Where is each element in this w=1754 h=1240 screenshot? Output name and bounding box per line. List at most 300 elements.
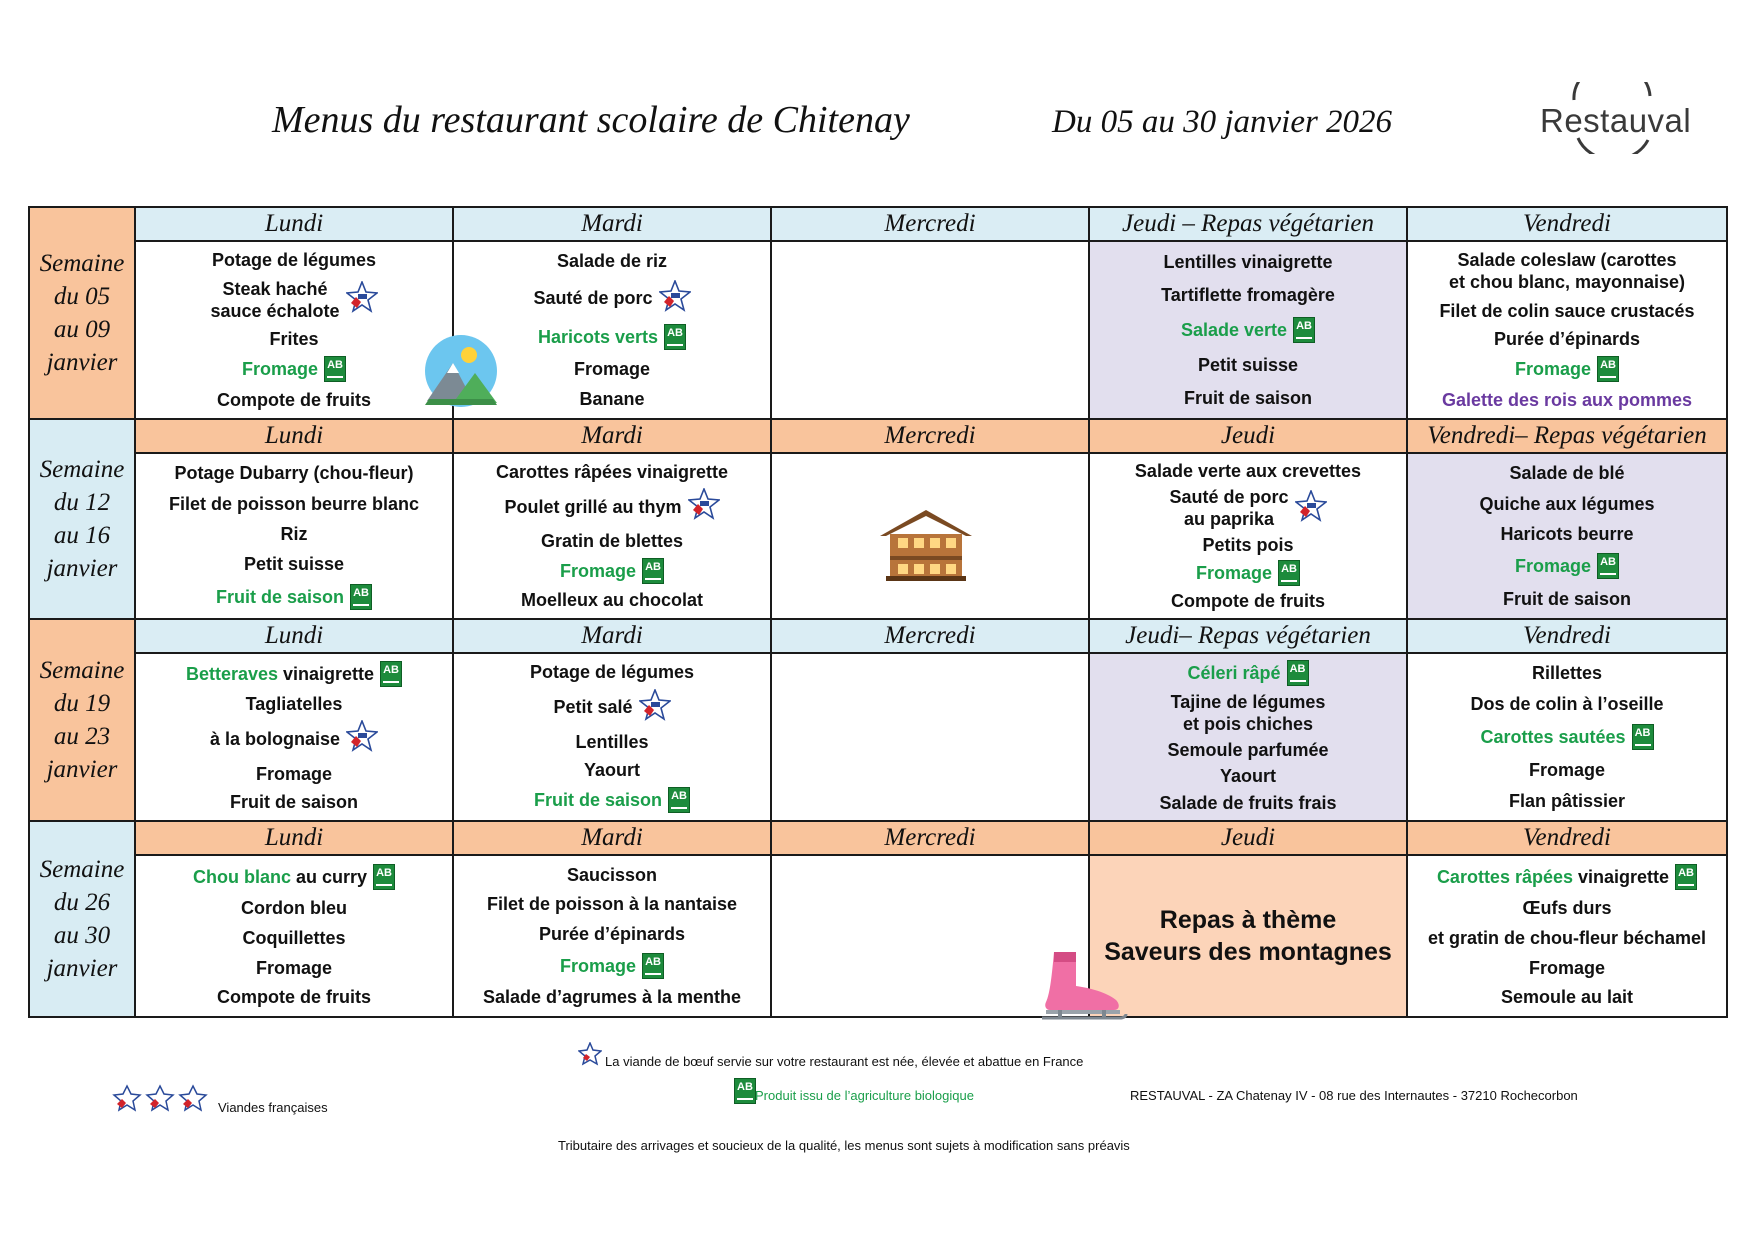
menu-item-label: [1480, 726, 1625, 748]
menu-item-text: Compote de fruits: [216, 987, 371, 1008]
viande-francaise-icon: [659, 280, 691, 317]
menu-item-label: [217, 389, 371, 411]
menu-item-text: Fromage: [255, 957, 333, 978]
menu-item-text: Fromage: [1514, 359, 1592, 380]
day-header: Jeudi: [1089, 419, 1407, 453]
week-header-row: [29, 821, 1727, 855]
day-header: Vendredi: [1407, 821, 1727, 855]
menu-item: [1184, 387, 1312, 409]
menu-table: [28, 206, 1728, 1018]
menu-item-label: [1515, 555, 1591, 577]
menu-item: [567, 864, 657, 886]
week-label-line: Semaine: [39, 250, 125, 277]
menu-item-label: [174, 462, 413, 484]
menu-item-label: [496, 461, 728, 483]
menu-item-text: Flan pâtissier: [1508, 790, 1626, 811]
menu-item: [496, 461, 728, 483]
menu-item-label: [579, 388, 644, 410]
menu-item-label: [210, 278, 339, 322]
day-menu-cell: [771, 241, 1089, 419]
day-header: Lundi: [135, 619, 453, 653]
menu-item: [534, 787, 690, 813]
menu-item: [1169, 486, 1326, 530]
menu-item-text: Fruit de saison: [215, 586, 345, 607]
menu-items: [136, 856, 452, 1016]
menu-item-text: Gratin de blettes: [540, 531, 684, 552]
day-header: Lundi: [135, 821, 453, 855]
week-menu-row: [29, 855, 1727, 1017]
chalet-icon: [878, 506, 974, 582]
menu-items: [454, 454, 770, 618]
day-header: Mardi: [453, 619, 771, 653]
menu-item-text: Filet de poisson à la nantaise: [486, 894, 738, 915]
menu-item: [210, 278, 377, 322]
menu-item-label: [1470, 693, 1663, 715]
menu-item-label: [1515, 358, 1591, 380]
menu-item-text: Purée d’épinards: [1493, 328, 1641, 349]
menu-item: [1187, 660, 1308, 686]
menu-item-text: Fromage: [1528, 957, 1606, 978]
menu-item: [487, 893, 737, 915]
menu-item-text: Petits pois: [1202, 535, 1294, 555]
menu-item-text: Fromage: [573, 359, 651, 380]
menu-item: [242, 927, 345, 949]
menu-item-label: [1220, 765, 1276, 787]
menu-item-text: Haricots beurre: [1500, 523, 1634, 544]
viande-francaise-icon: [639, 689, 671, 726]
menu-item-text: Dos de colin à l’oseille: [1470, 694, 1664, 715]
menu-item-label: [210, 728, 340, 750]
menu-items: [136, 654, 452, 820]
day-header: Mercredi: [771, 619, 1089, 653]
viande-francaise-icon: [688, 488, 720, 525]
menu-item-label: [216, 586, 344, 608]
ice-skate-icon: [1036, 948, 1128, 1024]
theme-meal: Repas à thème Saveurs des montagnes: [1104, 906, 1392, 966]
menu-item-label: [186, 663, 374, 685]
menu-item: [1159, 792, 1336, 814]
menu-item-text: Salade de fruits frais: [1159, 792, 1337, 813]
week-label-line: du 19: [53, 690, 111, 717]
menu-item-text: à la bolognaise: [209, 728, 341, 749]
beef-origin-note: La viande de bœuf servie sur votre restaurant est née, élevée et abattue en France: [605, 1054, 1084, 1069]
week-label-line: au 16: [53, 522, 111, 549]
menu-item: [1161, 284, 1335, 306]
logo-text: Restauval: [1540, 102, 1692, 139]
week-label: [29, 207, 135, 419]
menu-item-text: Fromage: [1514, 556, 1592, 577]
week-label-line: janvier: [46, 349, 118, 376]
menu-item: [1181, 317, 1315, 343]
menu-item: [1470, 693, 1663, 715]
ab-bio-icon: AB: [1675, 864, 1697, 890]
menu-item-text: Saucisson: [566, 864, 658, 885]
menu-item-text: Potage Dubarry (chou-fleur): [174, 463, 414, 484]
menu-item-label: [1509, 790, 1625, 812]
menu-item-label: [560, 560, 636, 582]
week-label-line: du 05: [53, 283, 111, 310]
menu-item-text: Banane: [579, 389, 645, 410]
week-label-line: Semaine: [39, 657, 125, 684]
week-label-line: janvier: [46, 555, 118, 582]
menu-item-text-rest: au curry: [290, 866, 368, 887]
menu-item: [217, 986, 371, 1008]
menu-item: [244, 553, 344, 575]
menu-item-label: [1529, 957, 1605, 979]
day-header: Mardi: [453, 207, 771, 241]
menu-item-label: [1135, 460, 1361, 482]
menu-item-label: [557, 250, 667, 272]
ab-bio-icon: AB: [642, 953, 664, 979]
day-header: Mercredi: [771, 207, 1089, 241]
menu-item: [1529, 759, 1605, 781]
disclaimer: Tributaire des arrivages et soucieux de la qualité, les menus sont sujets à modification sans préavis: [558, 1138, 1130, 1153]
restauval-logo: [1538, 82, 1692, 154]
menu-item-text: Fruit de saison: [1183, 387, 1313, 408]
menu-item-label: [1184, 387, 1312, 409]
menu-item-label: [1479, 493, 1654, 515]
menu-item-label: [1171, 691, 1326, 735]
menu-item: [269, 328, 318, 350]
menu-item-text: Frites: [269, 328, 319, 349]
menu-item-label: [169, 493, 419, 515]
day-menu-cell: [1407, 453, 1727, 619]
menu-item: [210, 720, 378, 757]
menu-item-text: Fruit de saison: [229, 792, 359, 813]
menu-item-text: Compote de fruits: [1170, 591, 1325, 611]
menu-item-text: Semoule au lait: [1500, 987, 1634, 1008]
menu-item-label: [1198, 354, 1298, 376]
menu-item: [1171, 590, 1325, 612]
week-label-line: du 26: [53, 889, 111, 916]
menu-item: [553, 689, 670, 726]
menu-item-label: [1500, 523, 1633, 545]
menu-item: [193, 864, 395, 890]
day-menu-cell: [1089, 855, 1407, 1017]
menu-item: [538, 324, 686, 350]
menu-items: [1408, 242, 1726, 418]
menu-item-text: Carottes râpées: [1436, 866, 1574, 887]
menu-item: [212, 249, 376, 271]
menu-item-label: [504, 496, 681, 518]
menu-item: [186, 661, 402, 687]
menu-item-text: Cordon bleu: [241, 898, 347, 919]
day-menu-cell: [1407, 653, 1727, 821]
menu-item: [557, 250, 667, 272]
viande-bovine-francaise-icon: [578, 1042, 602, 1066]
day-menu-cell: [1089, 241, 1407, 419]
menu-item-label: [1187, 662, 1280, 684]
day-menu-cell: [771, 653, 1089, 821]
menu-item-text: Sauté de porc au paprika: [1169, 487, 1289, 529]
menu-item: [579, 388, 644, 410]
menu-item-label: [538, 326, 658, 348]
menu-item-text: Purée d’épinards: [538, 923, 686, 944]
menu-item-text: Lentilles vinaigrette: [1163, 252, 1333, 273]
menu-item-label: [483, 986, 741, 1008]
menu-item-text: Chou blanc: [192, 866, 291, 887]
menu-item-text: Filet de colin sauce crustacés: [1439, 300, 1695, 321]
menu-item-text: Semoule parfumée: [1167, 739, 1329, 760]
menu-item-label: [1202, 534, 1293, 556]
day-header: Vendredi– Repas végétarien: [1407, 419, 1727, 453]
ab-bio-icon: AB: [1287, 660, 1309, 686]
menu-item-text: Poulet grillé au thym: [504, 496, 682, 517]
menu-item-label: [217, 986, 371, 1008]
day-header: Jeudi– Repas végétarien: [1089, 619, 1407, 653]
date-range: Du 05 au 30 janvier 2026: [1052, 104, 1393, 140]
week-label: [29, 619, 135, 821]
menu-item: [1449, 249, 1685, 293]
menu-item-text: Rillettes: [1531, 663, 1603, 684]
week-label-line: du 12: [53, 489, 111, 516]
menu-item: [533, 280, 690, 317]
menu-item: [1494, 328, 1640, 350]
menu-item-label: [1509, 462, 1624, 484]
menu-item: [1522, 897, 1611, 919]
ab-bio-icon: AB: [373, 864, 395, 890]
menu-item: [217, 389, 371, 411]
ab-bio-icon: AB: [642, 558, 664, 584]
menu-item: [1532, 662, 1602, 684]
week-header-row: [29, 419, 1727, 453]
menu-item-label: [246, 693, 343, 715]
viande-francaise-icon: [346, 720, 378, 757]
menu-items: [1090, 654, 1406, 820]
day-header: Mardi: [453, 821, 771, 855]
menu-item: [1428, 927, 1706, 949]
menu-item: [1501, 986, 1633, 1008]
menu-item-label: [241, 897, 347, 919]
menu-item-text: Fromage: [1195, 563, 1273, 583]
week-label: [29, 419, 135, 619]
menu-items: [454, 856, 770, 1016]
menu-items: [454, 654, 770, 820]
menu-item-text: Riz: [280, 523, 308, 544]
day-menu-cell: [1089, 653, 1407, 821]
mountain-sun-icon: [423, 333, 499, 409]
menu-item: [1171, 691, 1326, 735]
menu-item-label: [193, 866, 367, 888]
day-menu-cell: [1407, 241, 1727, 419]
menu-item-label: [242, 358, 318, 380]
menu-items: [136, 242, 452, 418]
menu-item-label: [1532, 662, 1602, 684]
menu-item-text: Quiche aux légumes: [1479, 493, 1655, 514]
menu-item-text: Tartiflette fromagère: [1161, 285, 1335, 306]
week-label: [29, 821, 135, 1017]
menu-item-label: [567, 864, 657, 886]
menu-item-text: Steak haché sauce échalote: [210, 278, 340, 321]
menu-item: [539, 923, 685, 945]
menu-item: [1163, 251, 1332, 273]
menu-item-label: [1529, 759, 1605, 781]
menu-item-text: Potage de légumes: [529, 661, 695, 682]
menu-item-label: [533, 287, 652, 309]
menu-item-text: Fruit de saison: [533, 790, 663, 811]
menu-item-label: [1442, 389, 1692, 411]
menu-item-label: [281, 523, 308, 545]
ab-bio-icon: AB: [1278, 560, 1300, 586]
day-header: Vendredi: [1407, 619, 1727, 653]
viande-francaise-icon: [1295, 490, 1327, 527]
menu-item-label: [1196, 562, 1272, 584]
menu-item-label: [560, 955, 636, 977]
menu-item-label: [230, 791, 358, 813]
menu-item: [241, 897, 347, 919]
menu-item-text: Salade verte: [1180, 319, 1288, 340]
menu-item-text: Fruit de saison: [1502, 588, 1632, 609]
menu-item-text: Carottes sautées: [1480, 726, 1626, 747]
menu-item-label: [1522, 897, 1611, 919]
day-header: Vendredi: [1407, 207, 1727, 241]
menu-item-text: Tagliatelles: [245, 693, 343, 714]
menu-item: [504, 488, 719, 525]
ab-bio-icon: AB: [1632, 724, 1654, 750]
ab-bio-icon: AB: [664, 324, 686, 350]
menu-item-text: Petit suisse: [1197, 354, 1299, 375]
menu-item: [521, 589, 703, 611]
menu-item-text: Fromage: [1528, 759, 1606, 780]
menu-item: [174, 462, 413, 484]
week-label-line: Semaine: [39, 856, 125, 883]
menu-item-text: Yaourt: [1219, 766, 1276, 787]
menu-item-label: [269, 328, 318, 350]
menu-item: [1529, 957, 1605, 979]
menu-item-text: Haricots verts: [537, 327, 659, 348]
menu-item: [1515, 356, 1619, 382]
menu-item-label: [1171, 590, 1325, 612]
menu-items: [136, 454, 452, 618]
ab-bio-icon: AB: [734, 1078, 756, 1104]
day-menu-cell: [453, 453, 771, 619]
menu-item: [1515, 553, 1619, 579]
day-header: Mercredi: [771, 419, 1089, 453]
menu-item-label: [1439, 300, 1694, 322]
ab-bio-icon: AB: [1293, 317, 1315, 343]
menu-item-text: Tajine de légumes et pois chiches: [1170, 691, 1326, 734]
menu-item-label: [530, 661, 694, 683]
menu-item-label: [1437, 866, 1669, 888]
menu-item-label: [1501, 986, 1633, 1008]
menu-item: [1220, 765, 1276, 787]
menu-item-text: Œufs durs: [1522, 898, 1612, 919]
menu-item-text: Coquillettes: [242, 927, 346, 948]
menu-item-label: [574, 358, 650, 380]
week-label-line: Semaine: [39, 456, 125, 483]
menu-item: [1202, 534, 1293, 556]
menu-item: [1479, 493, 1654, 515]
menu-item: [256, 957, 332, 979]
day-header: Mardi: [453, 419, 771, 453]
menu-item-text: Fromage: [559, 955, 637, 976]
menu-item-label: [1161, 284, 1335, 306]
menu-items: [1408, 856, 1726, 1016]
day-menu-cell: [135, 653, 453, 821]
day-menu-cell: [453, 653, 771, 821]
day-header: Lundi: [135, 207, 453, 241]
menu-item-text: Fromage: [241, 359, 319, 380]
menu-item-text: Céleri râpé: [1187, 663, 1281, 684]
menu-item-text: Yaourt: [583, 760, 640, 781]
day-header: Lundi: [135, 419, 453, 453]
menu-item-label: [541, 530, 683, 552]
page-title: Menus du restaurant scolaire de Chitenay: [272, 99, 910, 141]
menu-item-label: [534, 789, 662, 811]
ab-bio-icon: AB: [1597, 356, 1619, 382]
viande-francaise-icon: [346, 281, 378, 318]
menu-item: [169, 493, 419, 515]
menu-item-text: Salade de blé: [1509, 463, 1625, 484]
menu-item: [246, 693, 343, 715]
menu-item-text: Betteraves: [185, 663, 279, 684]
company-address: RESTAUVAL - ZA Chatenay IV - 08 rue des Internautes - 37210 Rochecorbon: [1130, 1088, 1578, 1103]
menu-item-label: [1503, 588, 1631, 610]
menu-item-text: Sauté de porc: [533, 288, 653, 309]
menu-item: [1167, 739, 1328, 761]
day-menu-cell: [135, 241, 453, 419]
menu-item: [574, 358, 650, 380]
menu-item: [1439, 300, 1694, 322]
organic-note: Produit issu de l’agriculture biologique: [755, 1088, 974, 1103]
menu-item-label: [1494, 328, 1640, 350]
menu-item-label: [212, 249, 376, 271]
week-header-row: [29, 207, 1727, 241]
menu-item-text: Petit suisse: [243, 554, 345, 575]
menu-item: [1480, 724, 1653, 750]
menu-item: [541, 530, 683, 552]
week-menu-row: [29, 241, 1727, 419]
menu-item: [1135, 460, 1361, 482]
ab-bio-icon: AB: [350, 584, 372, 610]
menu-item-text: Compote de fruits: [216, 389, 371, 410]
menu-item-text: Salade de riz: [556, 250, 668, 271]
menu-item: [483, 986, 741, 1008]
menu-item: [242, 356, 346, 382]
menu-item-text-rest: vinaigrette: [1573, 866, 1670, 887]
menu-item-text: Salade verte aux crevettes: [1134, 461, 1362, 481]
menu-item-label: [256, 763, 332, 785]
menu-item-label: [244, 553, 344, 575]
menu-item-text: Filet de poisson beurre blanc: [168, 493, 420, 514]
menu-items: [1408, 454, 1726, 618]
menu-item-text: Salade d’agrumes à la menthe: [482, 987, 742, 1008]
menu-item: [530, 661, 694, 683]
menu-item-label: [521, 589, 703, 611]
menu-items: [1408, 654, 1726, 820]
menu-item-label: [242, 927, 345, 949]
day-header: Mercredi: [771, 821, 1089, 855]
ab-bio-icon: AB: [380, 661, 402, 687]
day-menu-cell: [453, 855, 771, 1017]
ab-bio-icon: AB: [668, 787, 690, 813]
menu-item-label: [487, 893, 737, 915]
day-menu-cell: [1407, 855, 1727, 1017]
menu-item-label: [1449, 249, 1685, 293]
french-meats-label: Viandes françaises: [218, 1100, 328, 1115]
menu-item: [575, 731, 648, 753]
day-menu-cell: [135, 453, 453, 619]
week-label-line: au 30: [53, 922, 111, 949]
week-header-row: [29, 619, 1727, 653]
menu-item-text: Fromage: [255, 764, 333, 785]
menu-item: [584, 759, 640, 781]
day-menu-cell: [135, 855, 453, 1017]
menu-item: [560, 558, 664, 584]
menu-item-text: et gratin de chou-fleur béchamel: [1427, 927, 1707, 948]
menu-item-text: Galette des rois aux pommes: [1441, 389, 1693, 410]
menu-item: [1503, 588, 1631, 610]
